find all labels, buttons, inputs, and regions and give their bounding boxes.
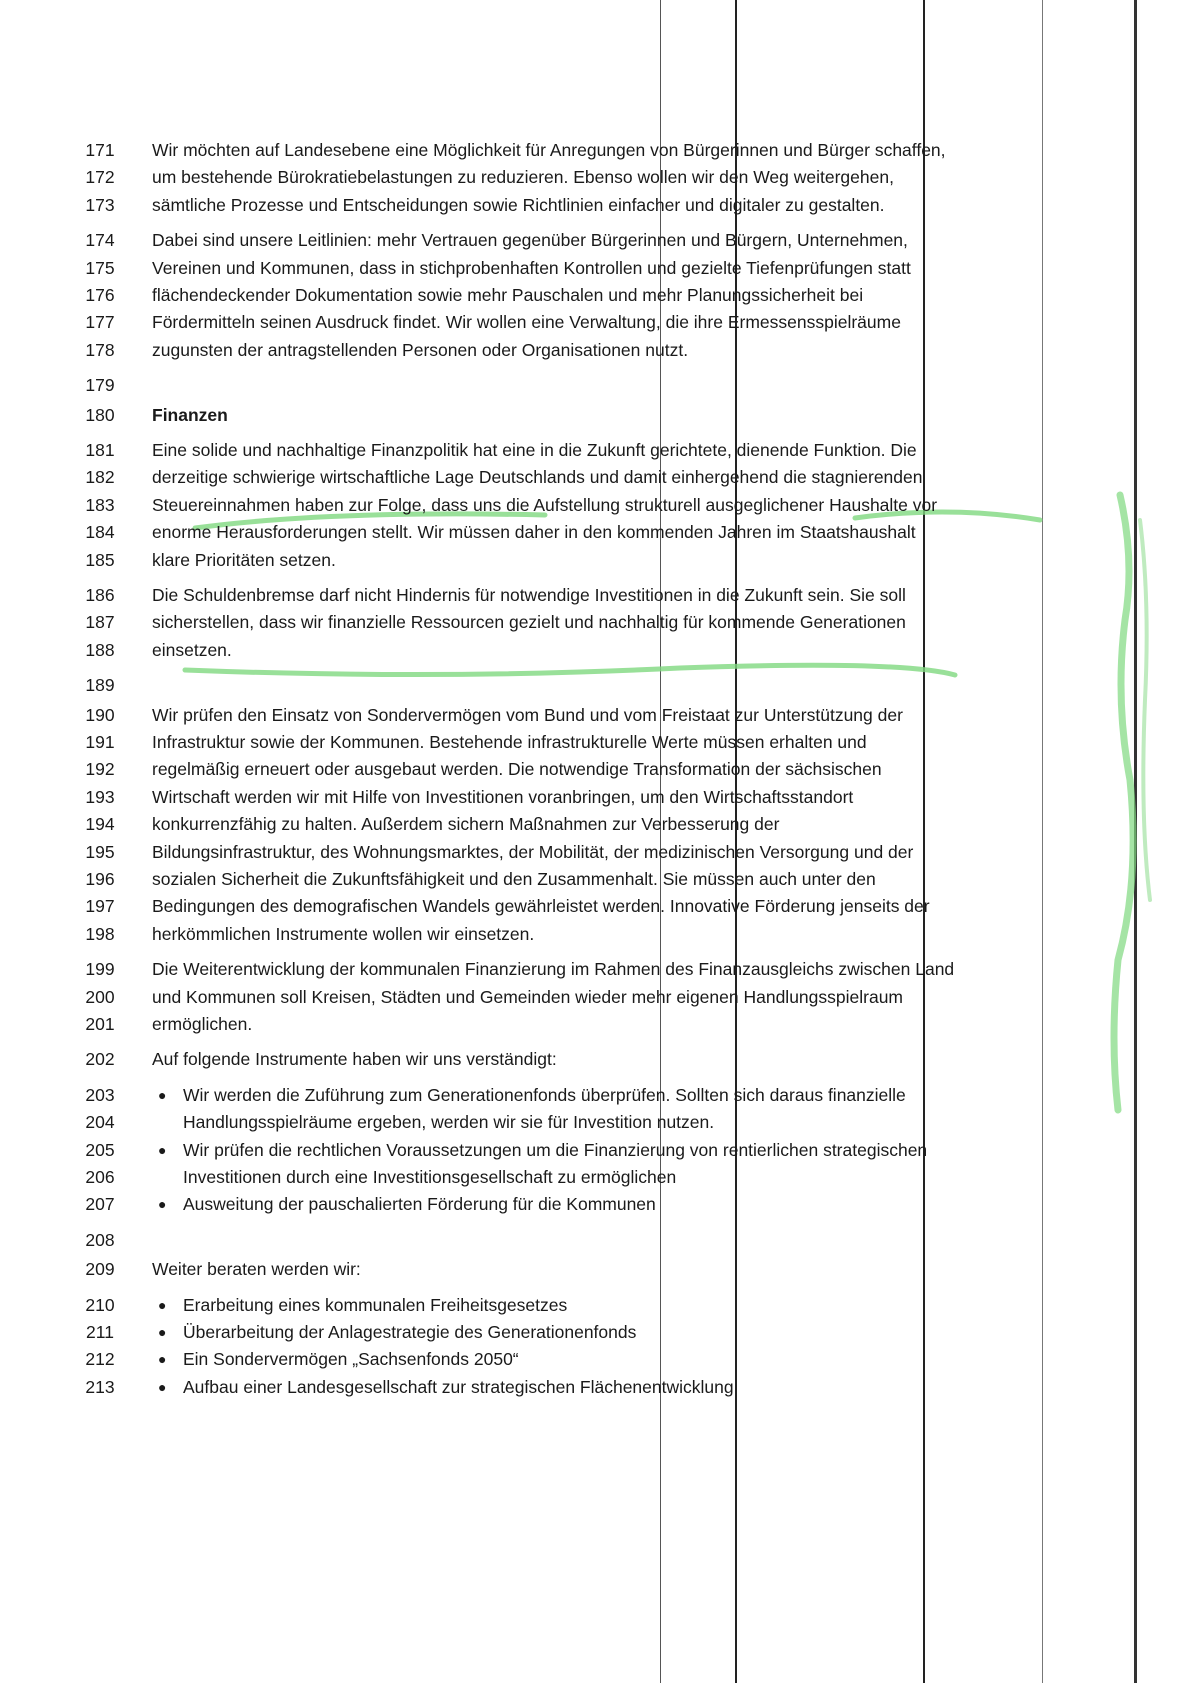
line-number: 213 [85,1376,115,1397]
body-text-line: derzeitige schwierige wirtschaftliche Lage Deutschlands und damit einhergehend die stagnierenden [152,467,923,488]
line-number: 182 [85,467,115,488]
body-text-line: Eine solide und nachhaltige Finanzpolitik hat eine in die Zukunft gerichtete, dienende Funktion. Die [152,440,917,460]
line-number: 172 [85,167,115,188]
line-number: 184 [85,522,115,543]
body-text-line: sicherstellen, dass wir finanzielle Ressourcen gezielt und nachhaltig für kommende Generationen [152,612,906,633]
line-number: 178 [85,339,115,360]
line-number: 191 [85,732,115,752]
line-number: 195 [85,841,115,862]
line-number: 212 [85,1349,115,1370]
line-number: 188 [85,639,115,660]
highlight-stroke [1114,495,1133,1110]
body-text-line: regelmäßig erneuert oder ausgebaut werden. Die notwendige Transformation der sächsischen [152,759,882,780]
body-text-line: Steuereinnahmen haben zur Folge, dass uns die Aufstellung strukturell ausgeglichener Haushalte vor [152,494,938,515]
scan-line [1134,0,1137,1683]
body-text-line: Dabei sind unsere Leitlinien: mehr Vertrauen gegenüber Bürgerinnen und Bürgern, Unternehmen, [152,230,908,251]
line-number: 207 [85,1194,115,1215]
body-text-line: zugunsten der antragstellenden Personen oder Organisationen nutzt. [152,339,689,360]
highlight-stroke [1140,520,1150,900]
bullet-icon: ● [158,1296,167,1313]
body-text-line: um bestehende Bürokratiebelastungen zu reduzieren. Ebenso wollen wir den Weg weitergehen, [152,167,894,188]
scan-line [1042,0,1043,1683]
body-text-line: sämtliche Prozesse und Entscheidungen sowie Richtlinien einfacher und digitaler zu gestalten. [152,194,885,215]
line-number: 209 [85,1259,115,1280]
line-number: 201 [85,1014,115,1034]
line-number: 197 [85,896,115,917]
body-text-line: klare Prioritäten setzen. [152,549,336,570]
line-number: 173 [85,194,115,215]
bullet-icon: ● [158,1351,167,1368]
bullet-text: Ein Sondervermögen „Sachsenfonds 2050“ [183,1349,519,1370]
bullet-icon: ● [158,1378,167,1395]
bullet-icon: ● [158,1196,167,1213]
body-text-line: Die Schuldenbremse darf nicht Hindernis für notwendige Investitionen in die Zukunft sein. Sie soll [152,585,906,605]
line-number: 203 [85,1084,115,1105]
line-number: 171 [85,140,115,160]
bullet-text: Ausweitung der pauschalierten Förderung für die Kommunen [183,1194,656,1215]
line-number: 185 [85,549,115,570]
body-text-line: Bildungsinfrastruktur, des Wohnungsmarktes, der Mobilität, der medizinischen Versorgung und der [152,841,914,862]
line-number: 174 [85,230,115,251]
line-number: 181 [85,440,115,460]
scan-line [923,0,925,1683]
line-number: 187 [85,612,115,633]
body-text-line: Vereinen und Kommunen, dass in stichprobenhaften Kontrollen und gezielte Tiefenprüfungen statt [152,257,911,278]
bullet-text: Wir werden die Zuführung zum Generationenfonds überprüfen. Sollten sich daraus finanzielle [183,1084,906,1105]
bullet-icon: ● [158,1086,167,1103]
body-text-line: Fördermitteln seinen Ausdruck findet. Wir wollen eine Verwaltung, die ihre Ermessensspielräume [152,312,901,333]
bullet-text: Erarbeitung eines kommunalen Freiheitsgesetzes [183,1294,568,1315]
body-text-line: Wirtschaft werden wir mit Hilfe von Investitionen voranbringen, um den Wirtschaftsstandort [152,786,854,807]
bullet-text: Wir prüfen die rechtlichen Voraussetzungen um die Finanzierung von rentierlichen strategischen [183,1139,928,1160]
bullet-icon: ● [158,1324,167,1340]
body-text-line: Auf folgende Instrumente haben wir uns verständigt: [152,1049,557,1070]
bullet-icon: ● [158,1141,167,1158]
bullet-text: Überarbeitung der Anlagestrategie des Generationenfonds [183,1322,637,1342]
bullet-text: Handlungsspielräume ergeben, werden wir sie für Investition nutzen. [183,1112,715,1133]
body-text-line: Wir prüfen den Einsatz von Sondervermögen vom Bund und vom Freistaat zur Unterstützung der [152,704,903,725]
highlight-stroke [185,665,955,675]
line-number: 179 [85,375,115,396]
line-number: 190 [85,704,115,725]
line-number: 204 [85,1112,115,1133]
body-text-line: Die Weiterentwicklung der kommunalen Finanzierung im Rahmen des Finanzausgleichs zwischen Land [152,959,955,980]
body-text-line: Bedingungen des demografischen Wandels gewährleistet werden. Innovative Förderung jenseits der [152,896,930,917]
line-number: 199 [85,959,115,980]
line-number: 177 [85,312,115,333]
line-number: 175 [85,257,115,278]
line-number: 180 [85,404,115,425]
line-number: 176 [85,285,115,305]
body-text-line: Infrastruktur sowie der Kommunen. Bestehende infrastrukturelle Werte müssen erhalten und [152,732,867,752]
body-text-line: sozialen Sicherheit die Zukunftsfähigkeit und den Zusammenhalt. Sie müssen auch unter den [152,869,876,889]
line-number: 202 [85,1049,115,1070]
line-number: 206 [85,1167,115,1187]
line-number: 189 [85,675,115,696]
line-number: 183 [85,494,115,515]
line-number: 200 [85,986,115,1007]
line-number: 210 [85,1294,115,1315]
line-number: 192 [85,759,115,780]
body-text-line: flächendeckender Dokumentation sowie mehr Pauschalen und mehr Planungssicherheit bei [152,285,864,305]
body-text-line: enorme Herausforderungen stellt. Wir müssen daher in den kommenden Jahren im Staatshaushalt [152,522,916,543]
section-heading: Finanzen [152,404,228,425]
bullet-text: Investitionen durch eine Investitionsgesellschaft zu ermöglichen [183,1167,677,1187]
bullet-text: Aufbau einer Landesgesellschaft zur strategischen Flächenentwicklung [183,1376,734,1397]
line-number: 205 [85,1139,115,1160]
body-text-line: und Kommunen soll Kreisen, Städten und Gemeinden wieder mehr eigenen Handlungsspielraum [152,986,904,1007]
line-number: 211 [86,1322,114,1342]
line-number: 186 [85,585,115,605]
line-number: 193 [85,786,115,807]
line-number: 198 [85,923,115,944]
line-number: 208 [85,1229,115,1250]
body-text-line: einsetzen. [152,639,232,660]
line-number: 196 [85,869,115,889]
body-text-line: Wir möchten auf Landesebene eine Möglichkeit für Anregungen von Bürgerinnen und Bürger schaffen, [152,140,946,160]
body-text-line: konkurrenzfähig zu halten. Außerdem sichern Maßnahmen zur Verbesserung der [152,814,780,835]
line-number: 194 [85,814,115,835]
body-text-line: Weiter beraten werden wir: [152,1259,361,1280]
body-text-line: ermöglichen. [152,1014,253,1034]
body-text-line: herkömmlichen Instrumente wollen wir einsetzen. [152,923,535,944]
